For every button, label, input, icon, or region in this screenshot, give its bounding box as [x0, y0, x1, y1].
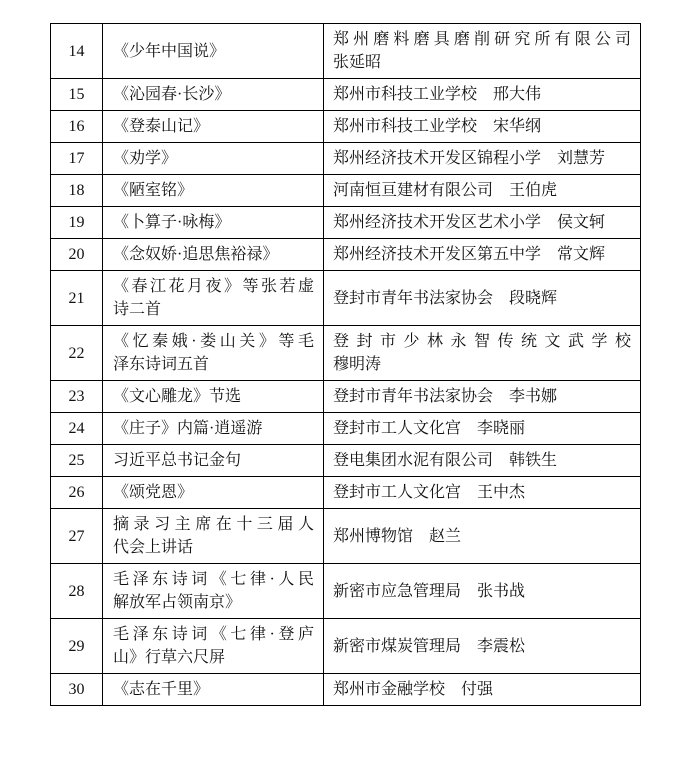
table-row: [51, 381, 641, 413]
work-title-cell: [103, 175, 324, 207]
org-author-cell: [324, 24, 641, 79]
work-text-line: 《卜算子·咏梅》: [113, 214, 231, 231]
table-row: [51, 509, 641, 564]
work-text-line: 习近平总书记金句: [113, 452, 242, 469]
org-author-cell: [324, 619, 641, 674]
work-title-cell: [103, 477, 324, 509]
author-text-line: 张延昭: [333, 54, 382, 71]
row-number-cell: 24: [51, 413, 103, 445]
work-title-cell: [103, 24, 324, 79]
row-number-cell: 23: [51, 381, 103, 413]
table-row: [51, 413, 641, 445]
row-number-cell: 18: [51, 175, 103, 207]
row-number-cell: 30: [51, 674, 103, 706]
work-title-cell: [103, 381, 324, 413]
author-text-line: 郑州磨料磨具磨削研究所有限公司: [333, 31, 631, 48]
author-text-line: 穆明涛: [333, 356, 382, 373]
table-row: [51, 674, 641, 706]
row-number-cell: 14: [51, 24, 103, 79]
org-author-cell: [324, 413, 641, 445]
table-row: [51, 445, 641, 477]
org-author-cell: [324, 143, 641, 175]
work-title-cell: [103, 143, 324, 175]
work-title-cell: [103, 207, 324, 239]
work-text-line: 毛泽东诗词《七律·人民: [113, 571, 314, 588]
award-list-table: [50, 23, 641, 706]
table-row: [51, 207, 641, 239]
org-author-cell: [324, 477, 641, 509]
table-row: [51, 111, 641, 143]
work-text-line: 《文心雕龙》节选: [113, 388, 242, 405]
org-author-cell: [324, 79, 641, 111]
author-text-line: 郑州经济技术开发区艺术小学 侯文轲: [333, 214, 606, 231]
author-text-line: 郑州经济技术开发区锦程小学 刘慧芳: [333, 150, 606, 167]
author-text-line: 郑州博物馆 赵兰: [333, 527, 462, 545]
author-text-line: 登封市青年书法家协会 李书娜: [333, 388, 558, 405]
work-title-cell: [103, 239, 324, 271]
author-text-line: 登封市工人文化宫 王中杰: [333, 484, 526, 501]
author-text-line: 郑州市科技工业学校 宋华纲: [333, 118, 542, 135]
work-title-cell: [103, 79, 324, 111]
author-text-line: 郑州经济技术开发区第五中学 常文辉: [333, 246, 606, 263]
row-number-cell: 22: [51, 326, 103, 381]
table-row: [51, 564, 641, 619]
table-row: [51, 271, 641, 326]
author-text-line: 郑州市金融学校 付强: [333, 681, 494, 698]
work-text-line: 《登泰山记》: [113, 118, 210, 135]
work-text-line: 诗二首: [113, 301, 162, 318]
row-number-cell: 17: [51, 143, 103, 175]
row-number-cell: 25: [51, 445, 103, 477]
work-title-cell: [103, 509, 324, 564]
work-text-line: 《沁园春·长沙》: [113, 86, 231, 103]
table-row: [51, 24, 641, 79]
row-number-cell: 15: [51, 79, 103, 111]
table-body: [51, 24, 641, 706]
org-author-cell: [324, 207, 641, 239]
org-author-cell: [324, 674, 641, 706]
work-text-line: 《庄子》内篇·逍遥游: [113, 420, 263, 437]
author-text-line: 登封市工人文化宫 李晓丽: [333, 420, 526, 437]
table-row: [51, 143, 641, 175]
work-text-line: 《陋室铭》: [113, 182, 194, 199]
row-number-cell: 19: [51, 207, 103, 239]
work-text-line: 摘录习主席在十三届人: [113, 516, 314, 533]
work-text-line: 山》行草六尺屏: [113, 649, 226, 666]
org-author-cell: [324, 509, 641, 564]
author-text-line: 登封市青年书法家协会 段晓辉: [333, 289, 558, 307]
work-title-cell: [103, 674, 324, 706]
row-number-cell: 21: [51, 271, 103, 326]
row-number-cell: 27: [51, 509, 103, 564]
org-author-cell: [324, 271, 641, 326]
row-number-cell: 26: [51, 477, 103, 509]
work-text-line: 《志在千里》: [113, 681, 210, 698]
work-text-line: 《念奴娇·追思焦裕禄》: [113, 246, 279, 263]
work-title-cell: [103, 326, 324, 381]
work-text-line: 《劝学》: [113, 150, 178, 167]
author-text-line: 新密市煤炭管理局 李震松: [333, 637, 526, 655]
author-text-line: 河南恒亘建材有限公司 王伯虎: [333, 182, 558, 199]
work-title-cell: [103, 413, 324, 445]
table-row: [51, 175, 641, 207]
document-page: [0, 23, 688, 774]
org-author-cell: [324, 326, 641, 381]
work-text-line: 泽东诗词五首: [113, 356, 210, 373]
work-title-cell: [103, 619, 324, 674]
row-number-cell: 29: [51, 619, 103, 674]
org-author-cell: [324, 111, 641, 143]
org-author-cell: [324, 381, 641, 413]
row-number-cell: 20: [51, 239, 103, 271]
work-text-line: 代会上讲话: [113, 539, 194, 556]
work-title-cell: [103, 111, 324, 143]
work-text-line: 《颂党恩》: [113, 484, 194, 501]
row-number-cell: 28: [51, 564, 103, 619]
author-text-line: 登封市少林永智传统文武学校: [333, 333, 631, 350]
work-title-cell: [103, 445, 324, 477]
org-author-cell: [324, 239, 641, 271]
table-row: [51, 477, 641, 509]
work-title-cell: [103, 271, 324, 326]
author-text-line: 新密市应急管理局 张书战: [333, 582, 526, 600]
org-author-cell: [324, 564, 641, 619]
author-text-line: 郑州市科技工业学校 邢大伟: [333, 86, 542, 103]
table-row: [51, 326, 641, 381]
work-text-line: 《少年中国说》: [113, 42, 226, 60]
table-row: [51, 79, 641, 111]
work-text-line: 《忆秦娥·娄山关》等毛: [113, 333, 314, 350]
work-text-line: 《春江花月夜》等张若虚: [113, 278, 314, 295]
row-number-cell: 16: [51, 111, 103, 143]
work-text-line: 解放军占领南京》: [113, 594, 242, 611]
table-row: [51, 619, 641, 674]
work-title-cell: [103, 564, 324, 619]
org-author-cell: [324, 445, 641, 477]
author-text-line: 登电集团水泥有限公司 韩铁生: [333, 452, 558, 469]
work-text-line: 毛泽东诗词《七律·登庐: [113, 626, 314, 643]
table-row: [51, 239, 641, 271]
org-author-cell: [324, 175, 641, 207]
